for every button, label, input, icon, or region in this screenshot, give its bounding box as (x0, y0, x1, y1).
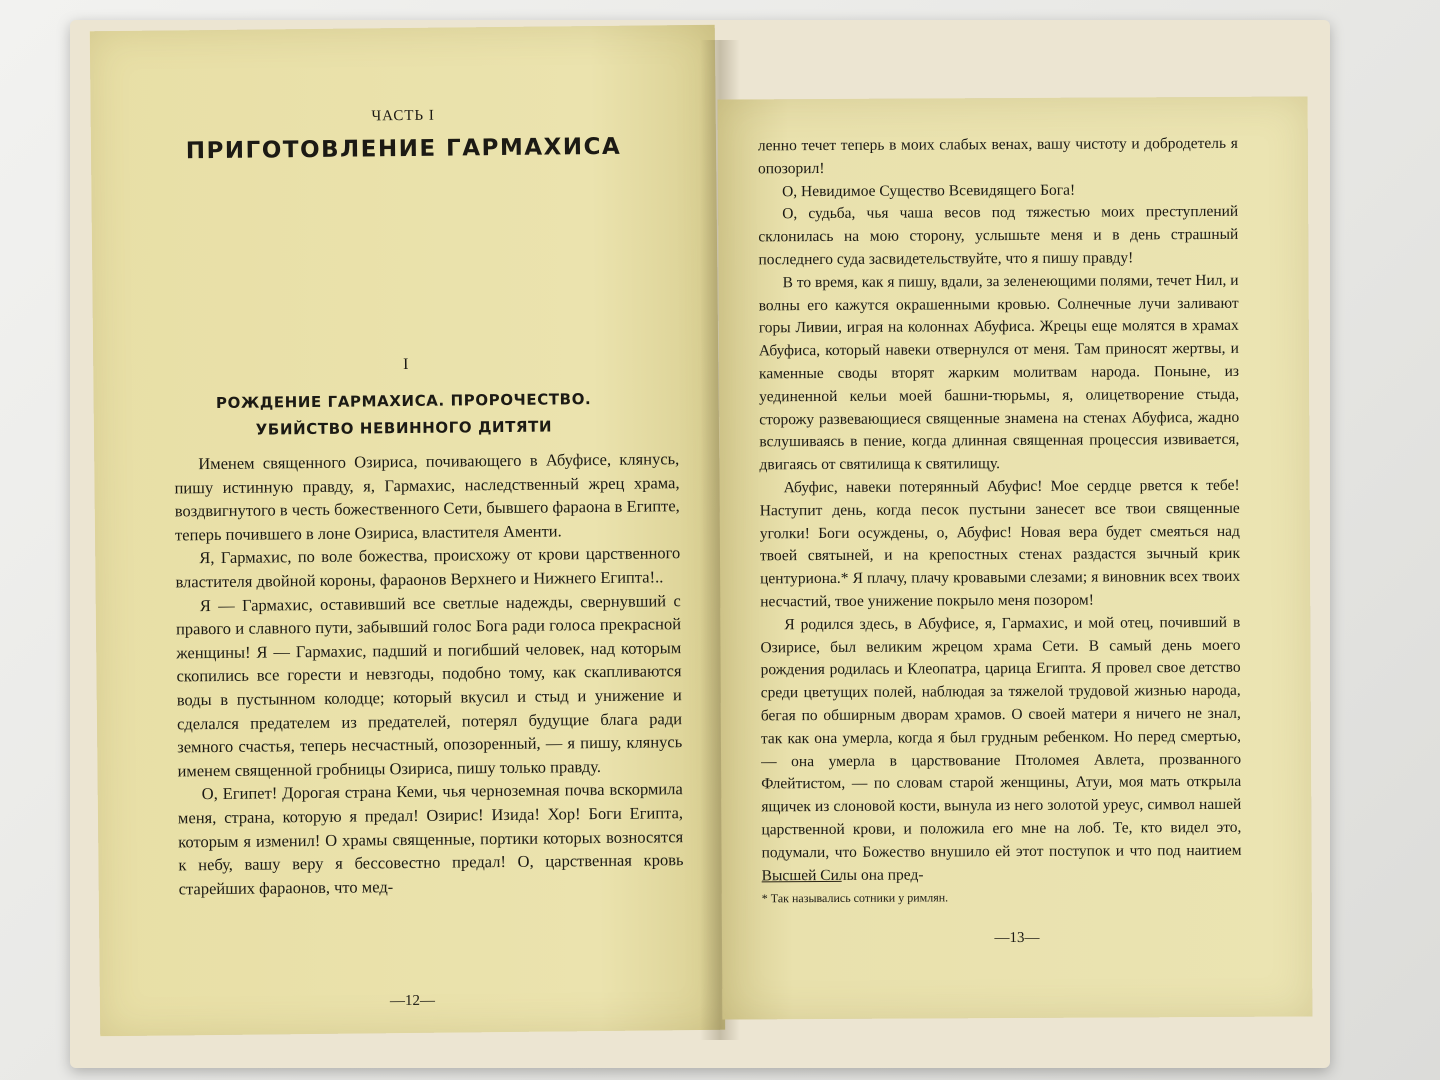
paragraph: Абуфис, навеки потерянный Абуфис! Мое сердце рвется к тебе! Наступит день, когда песок пустыни занесет все твои священные уголки! Боги осуждены, о, Абуфис! Новая вера будет смеяться над твоей святыней, и на крепостных стенах раздастся зычный крик центуриона.* Я плачу, плачу кровавыми слезами; я виновник всех твоих несчастий, твое унижение покрыло меня позором! (759, 476, 1241, 611)
right-page (718, 96, 1313, 1019)
paragraph: Я, Гармахис, по воле божества, происхожу от крови царственного властителя двойной короны, фараонов Верхнего и Нижнего Египта!.. (175, 543, 681, 592)
chapter-title-line: РОЖДЕНИЕ ГАРМАХИСА. ПРОРОЧЕСТВО. (215, 390, 592, 412)
paragraph: В то время, как я пишу, вдали, за зеленеющими полями, течет Нил, и волны его кажутся окрашенными кровью. Солнечные лучи заливают горы Ливии, играя на колоннах Абуфиса. Жрецы еще молятся в храмах Абуфиса, который навеки отвернулся от меня. Там приносят жертвы, и каменные своды вторят жарким молитвам народа. Поныне, из уединенной кельи моей башни-тюрьмы, я, олицетворение стыда, сторожу развевающиеся священные знамена на стенах Абуфиса, жадно вслушиваясь в пение, когда длинная священная процессия извивается, двигаясь от святилища к святилищу. (758, 271, 1240, 474)
footnote: * Так назывались сотники у римлян. (761, 890, 949, 906)
chapter-title-line: УБИЙСТВО НЕВИННОГО ДИТЯТИ (255, 417, 553, 439)
part-label: ЧАСТЬ I (371, 107, 435, 125)
paragraph: О, Невидимое Существо Всевидящего Бога! (782, 181, 1076, 200)
chapter-title (174, 386, 635, 445)
paragraph: Я родился здесь, в Абуфисе, я, Гармахис, и мой отец, почивший в Озирисе, был великим жрецом храма Сети. В самый день моего рождения родилась и Клеопатра, царица Египта. Я провел свое детство среди цветущих полей, наблюдая за тяжелой трудовой жизнью народа, бегая по обширным дворам храмов. О своей матери я ничего не знал, так как она умерла, когда я был грудным ребенком. Но перед смертью, — она умерла в царствование Птоломея Авлета, прозванного Флейтистом, — по словам старой женщины, Атуи, моя мать открыла ящичек из слоновой кости, вынула из него золотой уреус, символ нашей царственной крови, и положила его мне на лоб. Те, кто видел это, подумали, что Божество внушило ей этот поступок и что под наитием Высшей Силы она пред- (760, 613, 1242, 884)
book-title: ПРИГОТОВЛЕНИЕ ГАРМАХИСА (185, 133, 622, 165)
chapter-number: I (403, 355, 409, 374)
paragraph: Именем священного Озириса, почивающего в Абуфисе, клянусь, пишу истинную правду, я, Гармахис, наследственный жрец храма, воздвигнутого в честь божественного Сети, бывшего фараона в Египте, теперь почившего в лоне Озириса, властителя Аменти. (174, 449, 680, 545)
paragraph: О, судьба, чья чаша весов под тяжестью моих преступлений склонилась на мою сторону, услышьте меня и в день страшный последнего суда засвидетельствуйте, что я пишу правду! (758, 203, 1239, 269)
paragraph: Я — Гармахис, оставивший все светлые надежды, свернувший с правого и славного пути, забывший голос Бога ради голоса прекрасной женщины! Я — Гармахис, падший и погибший человек, над которым скопились все горести и невзгоды, подобно тому, как скапливаются воды в пустынном колодце; который вкусил и стыд и унижение и сделался предателем из предателей, потерял будущие блага ради земного счастья, теперь несчастный, опозоренный, — я пишу, клянусь именем священной гробницы Озириса, пишу только правду. (175, 590, 683, 781)
page-number: —12— (389, 992, 436, 1010)
left-page (90, 25, 725, 1036)
page-number: —13— (994, 929, 1040, 947)
right-body-text (758, 133, 1242, 888)
paragraph: ленно течет теперь в моих слабых венах, вашу чистоту и добродетель я опозорил! (757, 134, 1238, 178)
paragraph: О, Египет! Дорогая страна Кеми, чья черноземная почва вскормила меня, страна, которую я предал! Озирис! Изида! Хор! Боги Египта, которым я изменил! О храмы священные, портики которых возносятся к небу, вашу веру я бессовестно предал! О, царственная кровь старейших фараонов, что мед- (177, 779, 684, 899)
left-body-text (174, 447, 684, 901)
